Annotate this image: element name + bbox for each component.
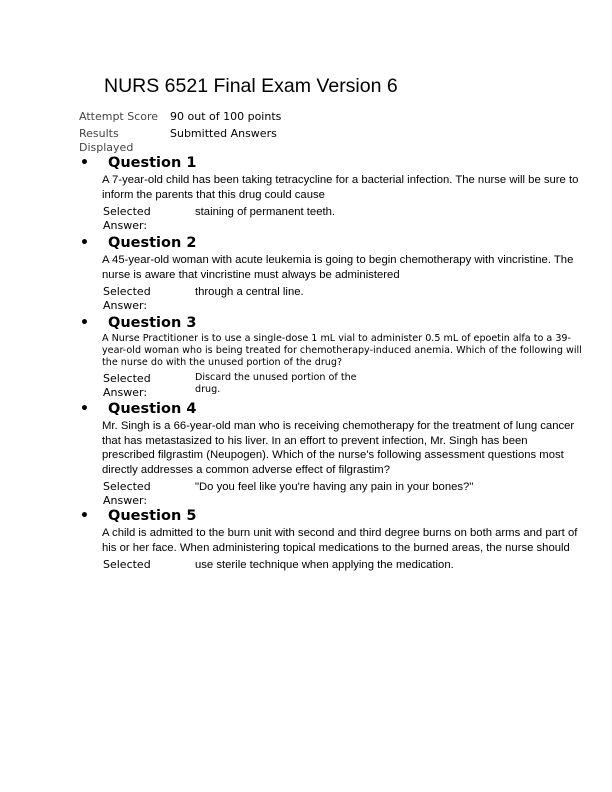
question-text: A 7-year-old child has been taking tetracycline for a bacterial infection. The nurse will be sure to inform the parents that this drug could cause bbox=[102, 174, 579, 201]
page-title: NURS 6521 Final Exam Version 6 bbox=[104, 75, 398, 97]
question-text: Mr. Singh is a 66-year-old man who is receiving chemotherapy for the treatment of lung cancer that has metastasized to his liver. In an effort to prevent infection, Mr. Singh has been prescribed filgrastim (Neupogen). Which of the nurse's following assessment questions most directly addresses a common adverse effect of filgrastim? bbox=[102, 420, 575, 476]
question-text: A child is admitted to the burn unit with second and third degree burns on both arms and part of his or her face. When administering topical medications to the burned areas, the nurse should bbox=[102, 527, 578, 554]
question-title: Question 5 bbox=[108, 508, 197, 524]
question-title: Question 3 bbox=[108, 315, 197, 331]
question-title: Question 2 bbox=[108, 235, 197, 251]
selected-answer bbox=[103, 372, 580, 400]
question-heading bbox=[80, 399, 580, 419]
question-heading bbox=[80, 233, 580, 253]
attempt-score-value: 90 out of 100 points bbox=[170, 110, 282, 123]
question-text: A Nurse Practitioner is to use a single-dose 1 mL vial to administer 0.5 mL of epoetin alfa to a 39-year-old woman who is being treated for chemotherapy-induced anemia. Which of the following will the nurse do with the unused portion of the drug? bbox=[102, 333, 582, 368]
results-displayed-label: Results Displayed bbox=[79, 127, 134, 154]
bullet-icon: • bbox=[80, 508, 89, 524]
bullet-icon: • bbox=[80, 235, 89, 251]
question-3 bbox=[80, 313, 580, 400]
question-title: Question 4 bbox=[108, 401, 197, 417]
selected-answer-value: "Do you feel like you're having any pain in your bones?" bbox=[195, 481, 474, 493]
question-title: Question 1 bbox=[108, 155, 197, 171]
question-heading bbox=[80, 153, 580, 173]
selected-answer-label: Selected Answer: bbox=[103, 480, 151, 507]
selected-answer-label: Selected bbox=[103, 558, 151, 571]
question-2 bbox=[80, 233, 580, 313]
bullet-icon: • bbox=[80, 155, 89, 171]
selected-answer-value: Discard the unused portion of the drug. bbox=[195, 372, 357, 395]
selected-answer bbox=[103, 285, 580, 313]
selected-answer-label: Selected Answer: bbox=[103, 372, 151, 399]
selected-answer-label: Selected Answer: bbox=[103, 285, 151, 312]
question-1 bbox=[80, 153, 580, 233]
attempt-score-row bbox=[79, 110, 559, 126]
question-heading bbox=[80, 313, 580, 333]
selected-answer bbox=[103, 558, 580, 574]
question-text: A 45-year-old woman with acute leukemia is going to begin chemotherapy with vincristine. The nurse is aware that vincristine must always be administered bbox=[102, 254, 574, 281]
question-4 bbox=[80, 399, 580, 508]
bullet-icon: • bbox=[80, 315, 89, 331]
attempt-score-label: Attempt Score bbox=[79, 110, 159, 123]
selected-answer bbox=[103, 480, 580, 508]
selected-answer-value: use sterile technique when applying the medication. bbox=[195, 559, 454, 571]
selected-answer-label: Selected Answer: bbox=[103, 205, 151, 232]
question-5 bbox=[80, 506, 580, 574]
results-displayed-value: Submitted Answers bbox=[170, 127, 277, 140]
question-heading bbox=[80, 506, 580, 526]
bullet-icon: • bbox=[80, 401, 89, 417]
selected-answer-value: staining of permanent teeth. bbox=[195, 206, 336, 218]
selected-answer-value: through a central line. bbox=[195, 286, 304, 298]
selected-answer bbox=[103, 205, 580, 233]
